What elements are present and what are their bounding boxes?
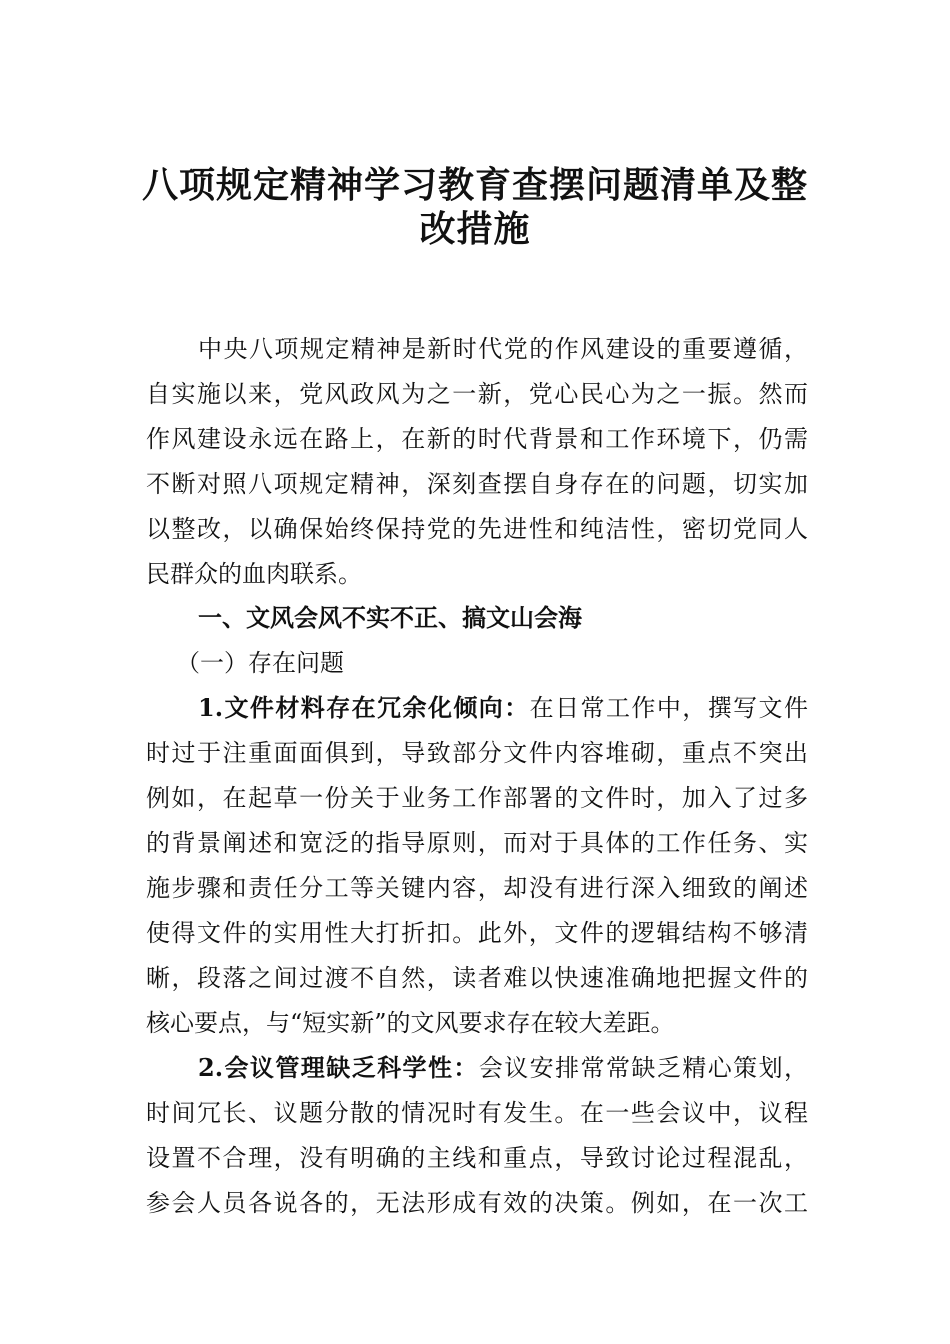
item-1-first-line-text: 在日常工作中，撰写文件 (529, 694, 808, 722)
item-1-line: 核心要点，与“短实新”的文风要求存在较大差距。 (146, 1009, 675, 1037)
item-1-line: 例如，在起草一份关于业务工作部署的文件时，加入了过多 (146, 784, 808, 812)
item-2-line: 设置不合理，没有明确的主线和重点，导致讨论过程混乱， (146, 1144, 808, 1172)
subsection-heading: （一）存在问题 (176, 649, 344, 677)
item-1-line: 使得文件的实用性大打折扣。此外，文件的逻辑结构不够清 (146, 919, 808, 947)
item-2-line: 时间冗长、议题分散的情况时有发生。在一些会议中，议程 (146, 1099, 808, 1127)
intro-line: 不断对照八项规定精神，深刻查摆自身存在的问题，切实加 (146, 470, 808, 498)
item-1-line: 时过于注重面面俱到，导致部分文件内容堆砌，重点不突出 (146, 739, 808, 767)
item-2-line: 参会人员各说各的，无法形成有效的决策。例如，在一次工 (146, 1189, 808, 1217)
section-heading: 一、文风会风不实不正、搞文山会海 (198, 604, 582, 632)
item-2-first-line (198, 1053, 808, 1083)
item-1-line: 施步骤和责任分工等关键内容，却没有进行深入细致的阐述 (146, 874, 808, 902)
item-1-label: 1.文件材料存在冗余化倾向： (198, 693, 530, 722)
intro-line: 中央八项规定精神是新时代党的作风建设的重要遵循， (198, 335, 808, 363)
item-2-first-line-text: 会议安排常常缺乏精心策划， (478, 1054, 808, 1082)
item-1-first-line (198, 693, 808, 723)
intro-line: 民群众的血肉联系。 (146, 560, 362, 588)
item-2-label: 2.会议管理缺乏科学性： (198, 1053, 479, 1082)
intro-line: 以整改，以确保始终保持党的先进性和纯洁性，密切党同人 (146, 515, 808, 543)
document-title-line-2: 改措施 (419, 209, 531, 250)
intro-line: 自实施以来，党风政风为之一新，党心民心为之一振。然而 (146, 380, 808, 408)
item-1-line: 晰，段落之间过渡不自然，读者难以快速准确地把握文件的 (146, 964, 808, 992)
intro-line: 作风建设永远在路上，在新的时代背景和工作环境下，仍需 (146, 425, 808, 453)
item-1-line: 的背景阐述和宽泛的指导原则，而对于具体的工作任务、实 (146, 829, 808, 857)
document-title-line-1: 八项规定精神学习教育查摆问题清单及整 (141, 165, 808, 206)
